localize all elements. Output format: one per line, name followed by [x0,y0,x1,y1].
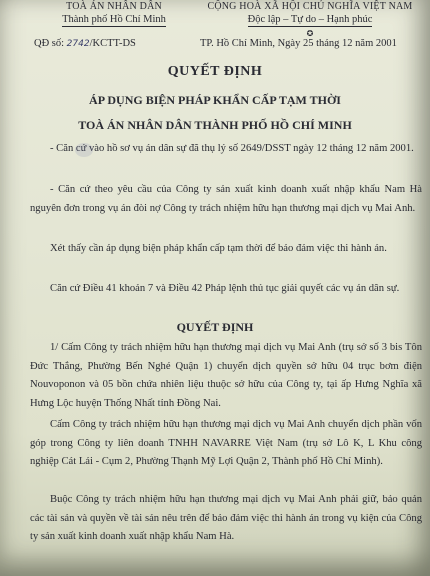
ornament-icon: ✪ [306,29,314,38]
country-name: CỘNG HOÀ XÃ HỘI CHỦ NGHĨA VIỆT NAM [207,1,413,12]
court-name: TOÀ ÁN NHÂN DÂN [66,1,162,12]
national-motto: Độc lập – Tự do – Hạnh phúc [247,14,373,25]
paragraph-clause-1: 1/ Cấm Công ty trách nhiệm hữu hạn thương mại dịch vụ Mai Anh (trụ sở số 3 bis Tôn Đức Thắng, Phường Bến Nghé Quận 1) chuyển dịch quyền sở hữu 04 trục bơm điện Nouvoponon và 05 bồn chứa nhiên liệu thuộc sở hữu của Công ty, tại ấp Hưng Nghĩa xã Hưng Lộc huyện Thống Nhất tỉnh Đồng Nai. [30,342,422,409]
reference-suffix: /KCTT-DS [89,38,136,49]
place-date: TP. Hồ Chí Minh, Ngày 25 tháng 12 năm 2001 [200,38,397,49]
issuing-court: TOÀ ÁN NHÂN DÂN THÀNH PHỐ HỒ CHÍ MINH [78,118,352,132]
court-header [44,0,184,27]
paragraph-clause-capital: Cấm Công ty trách nhiệm hữu hạn thương mại dịch vụ Mai Anh chuyển dịch phần vốn góp trong Công ty liên doanh TNHH NAVARRE Việt Nam (trụ sở Lô K, L Khu công nghiệp Cát Lái - Cụm 2, Phường Thạnh Mỹ Lợi Quận 2, Thành phố Hồ Chí Minh). [30,419,422,467]
ink-mark [75,143,93,157]
decides-heading: QUYẾT ĐỊNH [176,320,254,334]
paragraph-basis-request: - Căn cứ theo yêu cầu của Công ty sản xuất kinh doanh xuất nhập khẩu Nam Hà nguyên đơn trong vụ án đòi nợ Công ty trách nhiệm hữu hạn thương mại dịch vụ Mai Anh. [30,184,422,214]
paragraph-clause-preserve: Buộc Công ty trách nhiệm hữu hạn thương mại dịch vụ Mai Anh phải giữ, bảo quản các tài sản và quyền về tài sản nêu trên để bảo đảm việc thi hành án trong vụ kiện của Công ty sản xuất kinh doanh xuất nhập khẩu Nam Hà. [30,494,422,542]
paragraph-consideration: Xét thấy cần áp dụng biện pháp khẩn cấp tạm thời để bảo đảm việc thi hành án. [50,243,387,254]
paragraph-legal-basis: Căn cứ Điều 41 khoản 7 và Điều 42 Pháp lệnh thủ tục giải quyết các vụ án dân sự. [50,283,400,294]
decision-reference [34,38,136,49]
court-city: Thành phố Hồ Chí Minh [62,14,166,25]
national-header [192,0,428,40]
decision-subject: ÁP DỤNG BIỆN PHÁP KHẨN CẤP TẠM THỜI [89,93,341,107]
reference-number: 2742 [66,39,90,49]
paragraph-basis-case-file: - Căn cứ vào hồ sơ vụ án dân sự đã thụ lý số 2649/DSST ngày 12 tháng 12 năm 2001. [50,143,414,154]
reference-prefix: QĐ số: [34,38,65,49]
decision-title: QUYẾT ĐỊNH [167,64,263,79]
